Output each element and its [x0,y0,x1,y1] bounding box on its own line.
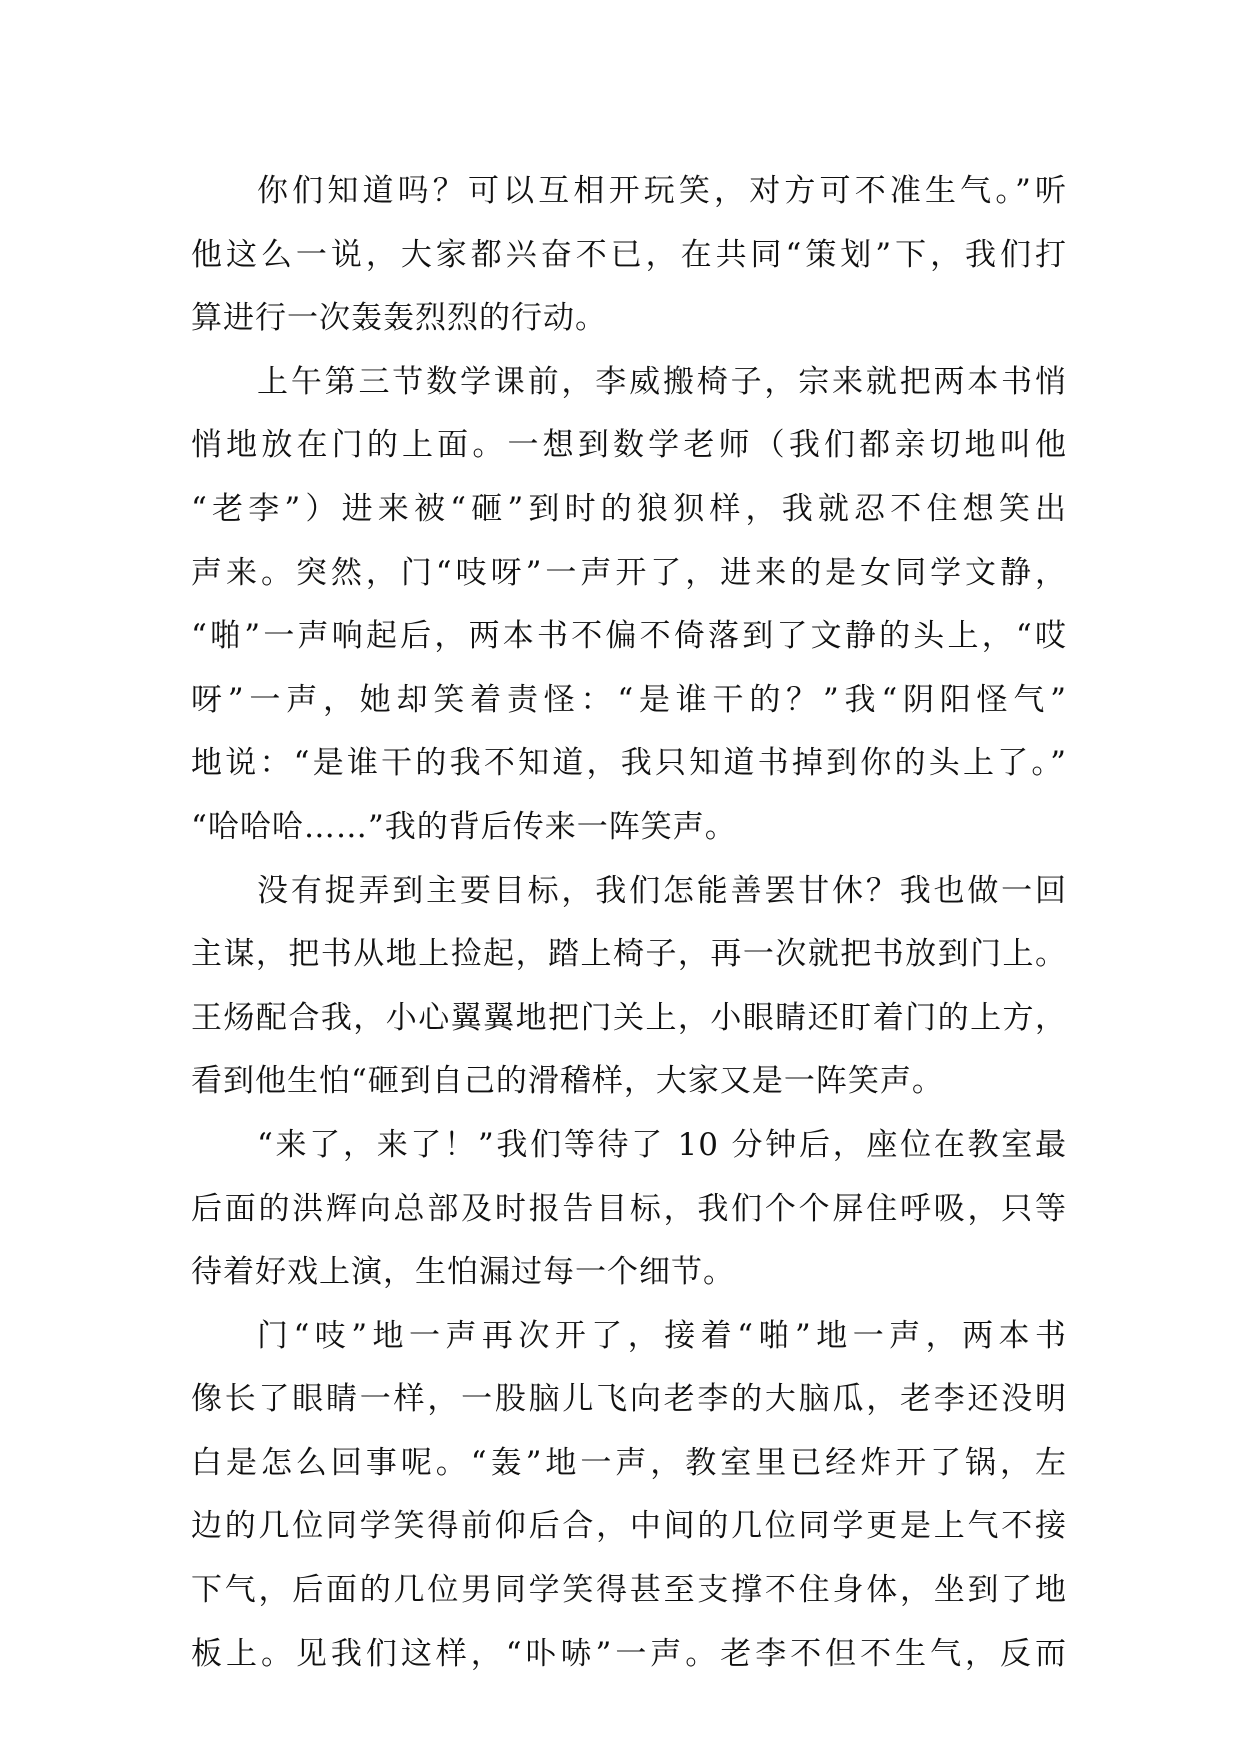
text-line: 他这么一说，大家都兴奋不已，在共同“策划”下，我们打 [191,236,1067,273]
text-line: 待着好戏上演，生怕漏过每一个细节。 [191,1254,735,1291]
text-line: 没有捉弄到主要目标，我们怎能善罢甘休？我也做一回 [257,872,1067,909]
text-line: “哈哈哈……”我的背后传来一阵笑声。 [191,808,737,845]
text-line: 呀”一声，她却笑着责怪：“是谁干的？”我“阴阳怪气” [191,681,1067,718]
text-line: 像长了眼睛一样，一股脑儿飞向老李的大脑瓜，老李还没明 [191,1381,1067,1418]
text-line: 看到他生怕“砸到自己的滑稽样，大家又是一阵笑声。 [191,1063,944,1100]
text-line: 上午第三节数学课前，李威搬椅子，宗来就把两本书悄 [257,363,1067,400]
text-line: 王炀配合我，小心翼翼地把门关上，小眼睛还盯着门的上方， [191,999,1067,1036]
text-line: 下气，后面的几位男同学笑得甚至支撑不住身体，坐到了地 [191,1572,1067,1609]
text-line: 主谋，把书从地上捡起，踏上椅子，再一次就把书放到门上。 [191,936,1067,973]
text-line: “来了，来了！”我们等待了 10 分钟后，座位在教室最 [257,1126,1067,1163]
text-line: 悄地放在门的上面。一想到数学老师（我们都亲切地叫他 [191,427,1067,464]
document-body [191,160,1067,1686]
text-line: 后面的洪辉向总部及时报告目标，我们个个屏住呼吸，只等 [191,1190,1067,1227]
text-line: 地说：“是谁干的我不知道，我只知道书掉到你的头上了。” [191,745,1067,782]
text-line: 门“吱”地一声再次开了，接着“啪”地一声，两本书 [257,1317,1067,1354]
text-line: 你们知道吗？可以互相开玩笑，对方可不准生气。”听 [257,173,1067,209]
text-line: 板上。见我们这样，“卟哧”一声。老李不但不生气，反而 [191,1635,1067,1672]
text-line: 声来。突然，门“吱呀”一声开了，进来的是女同学文静， [191,554,1067,591]
text-line: “老李”）进来被“砸”到时的狼狈样，我就忍不住想笑出 [191,490,1067,527]
text-line: 算进行一次轰轰烈烈的行动。 [191,300,607,337]
text-line: “啪”一声响起后，两本书不偏不倚落到了文静的头上，“哎 [191,618,1067,655]
text-line: 白是怎么回事呢。“轰”地一声，教室里已经炸开了锅，左 [191,1444,1067,1481]
text-line: 边的几位同学笑得前仰后合，中间的几位同学更是上气不接 [191,1508,1067,1545]
